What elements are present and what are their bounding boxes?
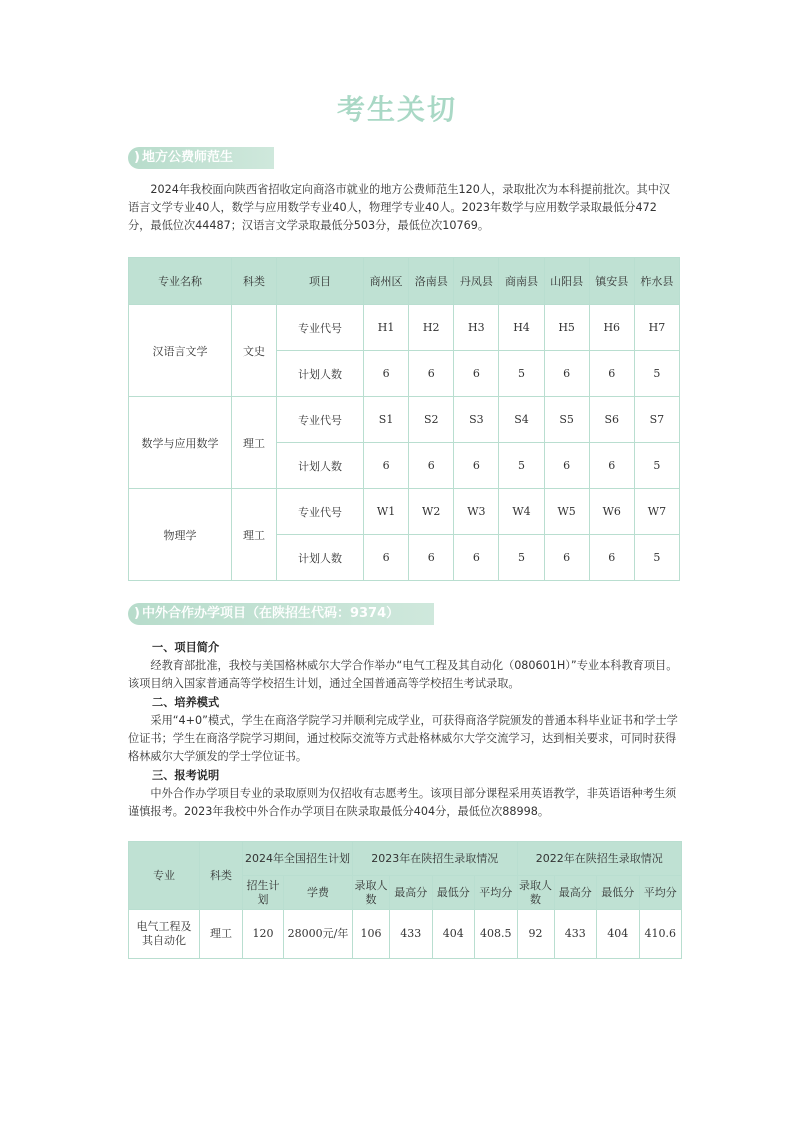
cell-code-label: 专业代号 [277, 397, 364, 443]
joint-program-table [128, 841, 682, 959]
cell-plan: 6 [409, 351, 454, 397]
cell-plan: 5 [634, 443, 679, 489]
cell-plan: 5 [499, 535, 544, 581]
header-min: 最低分 [432, 876, 475, 910]
cell-plan: 6 [454, 535, 499, 581]
application-paragraph: 中外合作办学项目专业的录取原则为仅招收有志愿考生。该项目部分课程采用英语教学，非英语语种考生须谨慎报考。2023年我校中外合作办学项目在陕录取最低分404分，最低位次88998。 [128, 787, 677, 818]
cell-max-2023: 433 [390, 910, 433, 959]
header-category: 科类 [200, 842, 243, 910]
cell-min-2022: 404 [597, 910, 640, 959]
cell-code: W2 [409, 489, 454, 535]
cell-plan: 5 [634, 535, 679, 581]
section-header-label: 中外合作办学项目（在陕招生代码：9374） [141, 606, 400, 621]
header-admitted: 录取人数 [517, 876, 554, 910]
cell-plan-label: 计划人数 [277, 351, 364, 397]
cell-code: S5 [544, 397, 589, 443]
header-district: 山阳县 [544, 258, 589, 305]
cell-major: 电气工程及其自动化 [129, 910, 200, 959]
header-admitted: 录取人数 [353, 876, 390, 910]
subheading-intro: 一、项目简介 [152, 641, 220, 654]
cell-category: 理工 [232, 489, 277, 581]
header-group-2022: 2022年在陕招生录取情况 [517, 842, 682, 876]
cell-code: H7 [634, 305, 679, 351]
cell-plan: 120 [243, 910, 284, 959]
cell-code: S2 [409, 397, 454, 443]
header-district: 丹凤县 [454, 258, 499, 305]
header-district: 洛南县 [409, 258, 454, 305]
header-plan: 招生计划 [243, 876, 284, 910]
cell-plan: 6 [589, 443, 634, 489]
section-header-joint-program [128, 603, 434, 625]
header-max: 最高分 [554, 876, 597, 910]
cell-code: H5 [544, 305, 589, 351]
cell-code: W5 [544, 489, 589, 535]
cell-major: 物理学 [129, 489, 232, 581]
table-row [129, 910, 682, 959]
page-title: 考生关切 [336, 93, 457, 126]
header-avg: 平均分 [639, 876, 682, 910]
cell-admitted-2022: 92 [517, 910, 554, 959]
section-bracket-icon: ) [134, 606, 140, 621]
cell-plan: 6 [544, 443, 589, 489]
cell-plan: 5 [499, 443, 544, 489]
table-row [129, 305, 680, 351]
cell-code: W3 [454, 489, 499, 535]
section-bracket-icon: ) [134, 150, 140, 165]
header-major: 专业名称 [129, 258, 232, 305]
intro-paragraph: 经教育部批准，我校与美国格林威尔大学合作举办“电气工程及其自动化（080601H）”专业本科教育项目。该项目纳入国家普通高等学校招生计划，通过全国普通高等学校招生考试录取。 [128, 659, 678, 690]
cell-plan: 5 [634, 351, 679, 397]
cell-major: 汉语言文学 [129, 305, 232, 397]
header-district: 柞水县 [634, 258, 679, 305]
header-fee: 学费 [284, 876, 353, 910]
header-max: 最高分 [390, 876, 433, 910]
header-avg: 平均分 [475, 876, 518, 910]
cell-plan: 6 [454, 443, 499, 489]
cell-min-2023: 404 [432, 910, 475, 959]
header-item: 项目 [277, 258, 364, 305]
cell-code: H3 [454, 305, 499, 351]
cell-category: 理工 [200, 910, 243, 959]
cell-code: S7 [634, 397, 679, 443]
cell-code: W6 [589, 489, 634, 535]
cell-admitted-2023: 106 [353, 910, 390, 959]
header-group-2024: 2024年全国招生计划 [243, 842, 353, 876]
cell-max-2022: 433 [554, 910, 597, 959]
cell-avg-2022: 410.6 [639, 910, 682, 959]
cell-code: S3 [454, 397, 499, 443]
section-header-public-teacher [128, 147, 274, 169]
header-min: 最低分 [597, 876, 640, 910]
cell-code: S1 [364, 397, 409, 443]
subheading-training: 二、培养模式 [152, 696, 220, 709]
cell-code: W7 [634, 489, 679, 535]
cell-avg-2023: 408.5 [475, 910, 518, 959]
cell-code: W1 [364, 489, 409, 535]
cell-code-label: 专业代号 [277, 489, 364, 535]
cell-code: H4 [499, 305, 544, 351]
table-header-row [129, 842, 682, 876]
header-district: 商州区 [364, 258, 409, 305]
cell-code: S6 [589, 397, 634, 443]
cell-category: 文史 [232, 305, 277, 397]
cell-plan: 6 [409, 443, 454, 489]
cell-plan-label: 计划人数 [277, 443, 364, 489]
cell-code: H1 [364, 305, 409, 351]
cell-plan: 6 [454, 351, 499, 397]
header-category: 科类 [232, 258, 277, 305]
cell-plan: 6 [409, 535, 454, 581]
table-row [129, 397, 680, 443]
training-paragraph: 采用“4+0”模式，学生在商洛学院学习并顺利完成学业，可获得商洛学院颁发的普通本科毕业证书和学士学位证书；学生在商洛学院学习期间，通过校际交流等方式赴格林威尔大学交流学习，达到相关要求，可同时获得格林威尔大学颁发的学士学位证书。 [128, 714, 678, 763]
cell-plan: 6 [589, 535, 634, 581]
cell-fee: 28000元/年 [284, 910, 353, 959]
cell-code: H6 [589, 305, 634, 351]
public-teacher-table [128, 257, 680, 581]
cell-plan: 6 [544, 535, 589, 581]
table-header-row [129, 258, 680, 305]
subheading-application: 三、报考说明 [152, 769, 220, 782]
cell-category: 理工 [232, 397, 277, 489]
section1-paragraph: 2024年我校面向陕西省招收定向商洛市就业的地方公费师范生120人，录取批次为本科提前批次。其中汉语言文学专业40人，数学与应用数学专业40人，物理学专业40人。2023年数学与应用数学录取最低分472分，最低位次44487；汉语言文学录取最低分503分，最低位次10769。 [128, 183, 671, 232]
cell-plan-label: 计划人数 [277, 535, 364, 581]
cell-plan: 6 [364, 535, 409, 581]
header-group-2023: 2023年在陕招生录取情况 [353, 842, 518, 876]
cell-plan: 5 [499, 351, 544, 397]
cell-code: S4 [499, 397, 544, 443]
header-district: 镇安县 [589, 258, 634, 305]
table-row [129, 489, 680, 535]
cell-code: W4 [499, 489, 544, 535]
cell-plan: 6 [544, 351, 589, 397]
cell-plan: 6 [589, 351, 634, 397]
header-major: 专业 [129, 842, 200, 910]
cell-major: 数学与应用数学 [129, 397, 232, 489]
cell-code: H2 [409, 305, 454, 351]
header-district: 商南县 [499, 258, 544, 305]
cell-plan: 6 [364, 443, 409, 489]
cell-plan: 6 [364, 351, 409, 397]
section-header-label: 地方公费师范生 [141, 150, 233, 165]
cell-code-label: 专业代号 [277, 305, 364, 351]
